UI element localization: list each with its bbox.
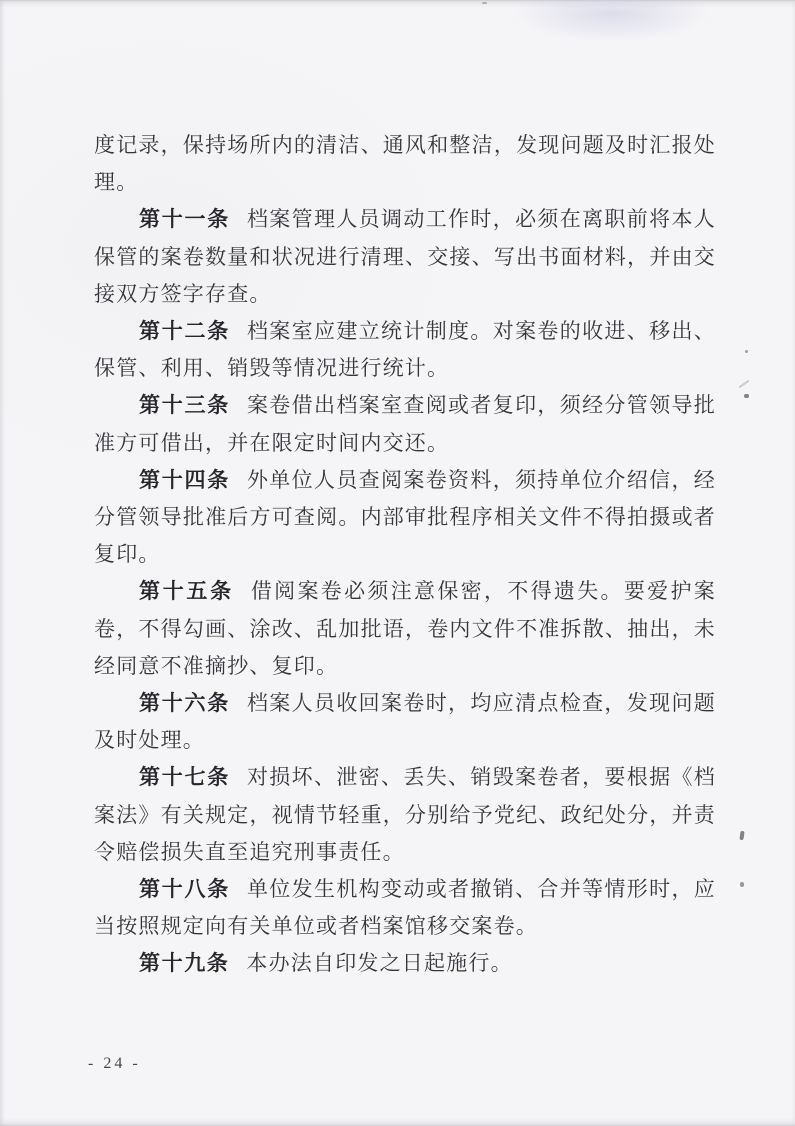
paragraph-article-15 bbox=[94, 573, 716, 685]
paragraph-text: 单位发生机构变动或者撤销、合并等情形时，应当按照规定向有关单位或者档案馆移交案卷。 bbox=[94, 877, 716, 939]
paragraph-article-13 bbox=[94, 387, 716, 461]
article-number: 第十五条 bbox=[139, 579, 234, 604]
paragraph-text: 档案管理人员调动工作时，必须在离职前将本人保管的案卷数量和状况进行清理、交接、写出书面材料，并由交接双方签字存查。 bbox=[94, 207, 716, 306]
paragraph-article-19 bbox=[94, 945, 716, 982]
document-body bbox=[94, 127, 716, 983]
paragraph-article-14 bbox=[94, 462, 716, 574]
scan-speck bbox=[744, 394, 749, 398]
paragraph-article-11 bbox=[94, 201, 716, 313]
article-number: 第十三条 bbox=[139, 393, 230, 418]
scan-speck bbox=[740, 882, 744, 887]
paragraph-text: 外单位人员查阅案卷资料，须持单位介绍信，经分管领导批准后方可查阅。内部审批程序相关文件不得拍摄或者复印。 bbox=[94, 467, 716, 567]
article-number: 第十一条 bbox=[139, 207, 230, 232]
scan-speck bbox=[482, 2, 487, 4]
article-number: 第十四条 bbox=[139, 467, 230, 492]
paragraph-text: 档案人员收回案卷时，均应清点检查，发现问题及时处理。 bbox=[94, 691, 716, 753]
article-number: 第十二条 bbox=[139, 319, 230, 344]
paragraph-text: 档案室应建立统计制度。对案卷的收进、移出、保管、利用、销毁等情况进行统计。 bbox=[94, 319, 716, 381]
article-number: 第十九条 bbox=[139, 951, 230, 976]
paragraph-article-12 bbox=[94, 313, 716, 387]
article-number: 第十八条 bbox=[139, 877, 230, 902]
paragraph-article-16 bbox=[94, 685, 716, 759]
paragraph-text: 度记录，保持场所内的清洁、通风和整洁，发现问题及时汇报处理。 bbox=[94, 133, 716, 195]
article-number: 第十六条 bbox=[139, 691, 230, 716]
paragraph-text: 本办法自印发之日起施行。 bbox=[246, 951, 513, 976]
page-number: - 24 - bbox=[88, 1055, 141, 1072]
scan-speck bbox=[745, 350, 748, 353]
article-number: 第十七条 bbox=[139, 765, 230, 790]
paragraph-text: 借阅案卷必须注意保密，不得遗失。要爱护案卷，不得勾画、涂改、乱加批语，卷内文件不准拆散、抽出，未经同意不准摘抄、复印。 bbox=[94, 579, 717, 678]
paragraph-text: 案卷借出档案室查阅或者复印，须经分管领导批准方可借出，并在限定时间内交还。 bbox=[94, 393, 716, 455]
paragraph-article-17 bbox=[94, 759, 716, 871]
paragraph-text: 对损坏、泄密、丢失、销毁案卷者，要根据《档案法》有关规定，视情节轻重，分别给予党纪、政纪处分，并责令赔偿损失直至追究刑事责任。 bbox=[94, 765, 716, 864]
scan-scratch bbox=[739, 380, 750, 389]
paragraph-continuation bbox=[94, 127, 716, 201]
scan-speck bbox=[739, 831, 744, 840]
paragraph-article-18 bbox=[94, 871, 716, 945]
